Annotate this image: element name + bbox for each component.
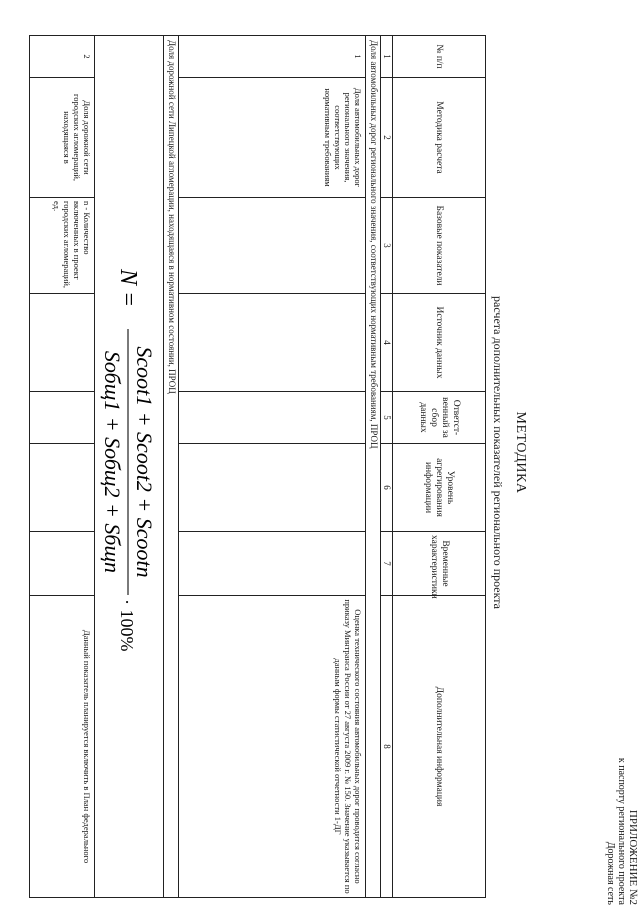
table-row bbox=[30, 36, 95, 898]
col-number: 1 bbox=[381, 36, 393, 78]
section-title-2: Доля дорожной сети Липецкой агломерации, находящаяся в нормативном состоянии, ПРОЦ bbox=[164, 36, 179, 898]
formula-lhs: N = bbox=[115, 268, 141, 307]
formula-denominator: Sобщ1 + Sобщ2 + Sбщn bbox=[100, 350, 125, 573]
row-aggregation bbox=[30, 444, 95, 532]
row-method: Доля автомобильных дорог регионального значения, соответствующих нормативным требованиям bbox=[179, 78, 366, 198]
col-number: 2 bbox=[381, 78, 393, 198]
col-header-base: Базовые показатели bbox=[393, 198, 486, 294]
col-header-responsible: Ответст-венный за сбор данных bbox=[393, 392, 486, 444]
annex-number: ПРИЛОЖЕНИЕ №2 bbox=[627, 809, 639, 905]
formula-numerator: Scoot1 + Scoot2 + Scootn bbox=[132, 345, 157, 578]
formula bbox=[97, 247, 161, 687]
column-number-row bbox=[381, 36, 393, 898]
col-header-extra: Дополнительная информация bbox=[393, 596, 486, 898]
row-base: n - Количество включенных в проект городских агломераций, ед. bbox=[30, 198, 95, 294]
col-header-source: Источник данных bbox=[393, 294, 486, 392]
header-row bbox=[393, 36, 486, 898]
col-header-num: № п/п bbox=[393, 36, 486, 78]
section-row bbox=[164, 36, 179, 898]
row-num: 1 bbox=[179, 36, 366, 78]
row-extra: Оценка технического состояния автомобильных дорог проводится согласно приказу Минтранса России от 27 августа 2009 г. № 150. Значение указывается по данным формы статистической отчетности 1-ДГ bbox=[179, 596, 366, 898]
document-title: МЕТОДИКА bbox=[513, 411, 528, 494]
col-number: 4 bbox=[381, 294, 393, 392]
col-number: 8 bbox=[381, 596, 393, 898]
col-header-timing: Временные характеристики bbox=[393, 532, 486, 596]
row-timing bbox=[30, 532, 95, 596]
row-timing bbox=[179, 532, 366, 596]
row-method: Доля дорожной сети городских агломераций, находящаяся в bbox=[30, 78, 95, 198]
col-number: 5 bbox=[381, 392, 393, 444]
table-row bbox=[179, 36, 366, 898]
formula-cell bbox=[95, 36, 164, 898]
annex-header bbox=[605, 605, 638, 905]
col-number: 6 bbox=[381, 444, 393, 532]
row-base bbox=[179, 198, 366, 294]
col-number: 7 bbox=[381, 532, 393, 596]
row-num: 2 bbox=[30, 36, 95, 78]
row-extra: Данный показатель планируется включить в План федерального bbox=[30, 596, 95, 898]
col-number: 3 bbox=[381, 198, 393, 294]
formula-factor: · 100% bbox=[117, 598, 137, 651]
col-header-aggregation: Уровень агрегирования информации bbox=[393, 444, 486, 532]
annex-reference: к паспорту регионального проекта bbox=[616, 757, 627, 905]
row-responsible bbox=[30, 392, 95, 444]
section-row bbox=[366, 36, 381, 898]
row-source bbox=[179, 294, 366, 392]
document-subtitle: расчета дополнительных показателей регионального проекта bbox=[491, 296, 505, 609]
row-responsible bbox=[179, 392, 366, 444]
row-source bbox=[30, 294, 95, 392]
formula-row bbox=[95, 36, 164, 898]
col-header-method: Методика расчета bbox=[393, 78, 486, 198]
section-title-1: Доля автомобильных дорог регионального значения, соответствующих нормативным требованиям, ПРОЦ bbox=[366, 36, 381, 898]
annex-project: Дорожная сеть bbox=[605, 841, 616, 905]
row-aggregation bbox=[179, 444, 366, 532]
methodology-table bbox=[29, 35, 486, 898]
